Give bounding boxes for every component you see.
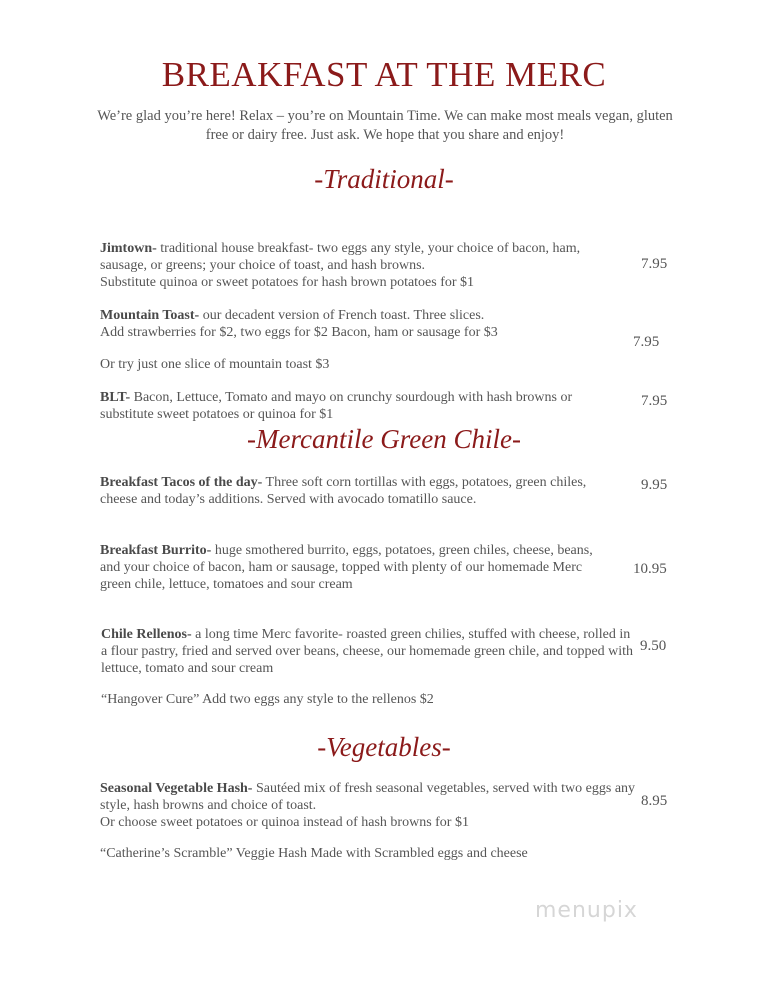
- item-name: Breakfast Burrito-: [100, 543, 212, 558]
- section-traditional: -Traditional-: [314, 164, 454, 194]
- rellenos-note: “Hangover Cure” Add two eggs any style to the rellenos $2: [101, 692, 434, 707]
- menu-item-vegetable-hash: [100, 780, 640, 831]
- intro-text: We’re glad you’re here! Relax – you’re on Mountain Time. We can make most meals vegan, gluten free or dairy free. Just ask. We hope that you share and enjoy!: [97, 108, 673, 143]
- item-desc: a long time Merc favorite- roasted green chilies, stuffed with cheese, rolled in a flour pastry, fried and served over beans, cheese, our homemade green chile, and topped with lettuce, tomato and sour cream: [101, 627, 634, 676]
- item-desc: our decadent version of French toast. Three slices.: [199, 308, 485, 323]
- item-desc: traditional house breakfast- two eggs any style, your choice of bacon, ham, sausage, or greens; your choice of toast, and hash browns.: [100, 241, 581, 273]
- item-desc: Bacon, Lettuce, Tomato and mayo on crunchy sourdough with hash browns or substitute sweet potatoes or quinoa for $1: [100, 390, 573, 422]
- price-vegetable-hash: 8.95: [641, 793, 668, 809]
- price-burrito: 10.95: [633, 561, 667, 577]
- menu-item-mountain-toast: [100, 307, 630, 341]
- item-name: Breakfast Tacos of the day-: [100, 475, 263, 490]
- menu-item-breakfast-tacos: [100, 474, 610, 508]
- price-tacos: 9.95: [641, 477, 668, 493]
- mountain-toast-note: Or try just one slice of mountain toast $3: [100, 357, 330, 372]
- price-mountain-toast: 7.95: [633, 334, 660, 350]
- price-blt: 7.95: [641, 393, 668, 409]
- item-desc-extra: Substitute quinoa or sweet potatoes for hash brown potatoes for $1: [100, 275, 475, 290]
- catherines-scramble-note: “Catherine’s Scramble” Veggie Hash Made with Scrambled eggs and cheese: [100, 846, 528, 861]
- item-name: Seasonal Vegetable Hash-: [100, 781, 253, 796]
- price-rellenos: 9.50: [640, 638, 667, 654]
- item-name: Jimtown-: [100, 241, 157, 256]
- menupix-watermark: menupix: [535, 898, 638, 923]
- price-jimtown: 7.95: [641, 256, 668, 272]
- item-name: Mountain Toast-: [100, 308, 200, 323]
- menu-item-chile-rellenos: [101, 626, 636, 677]
- menu-title: BREAKFAST AT THE MERC: [161, 55, 607, 94]
- item-desc-extra: Or choose sweet potatoes or quinoa instead of hash browns for $1: [100, 815, 469, 830]
- menu-item-jimtown: [100, 240, 630, 291]
- menu-item-blt: [100, 389, 580, 423]
- item-name: Chile Rellenos-: [101, 627, 192, 642]
- item-desc: Three soft corn tortillas with eggs, potatoes, green chiles, cheese and today’s additions. Served with avocado tomatillo sauce.: [100, 475, 587, 507]
- item-desc: huge smothered burrito, eggs, potatoes, green chiles, cheese, beans, and your choice of bacon, ham or sausage, topped with plenty of our homemade Merc green chile, lettuce, tomatoes and sour cream: [100, 543, 593, 592]
- item-desc-extra: Add strawberries for $2, two eggs for $2 Bacon, ham or sausage for $3: [100, 325, 498, 340]
- item-desc: Sautéed mix of fresh seasonal vegetables, served with two eggs any style, hash browns and choice of toast.: [100, 781, 636, 813]
- section-green-chile: -Mercantile Green Chile-: [247, 424, 521, 454]
- section-vegetables: -Vegetables-: [317, 732, 451, 762]
- item-name: BLT-: [100, 390, 131, 405]
- menu-item-breakfast-burrito: [100, 542, 610, 593]
